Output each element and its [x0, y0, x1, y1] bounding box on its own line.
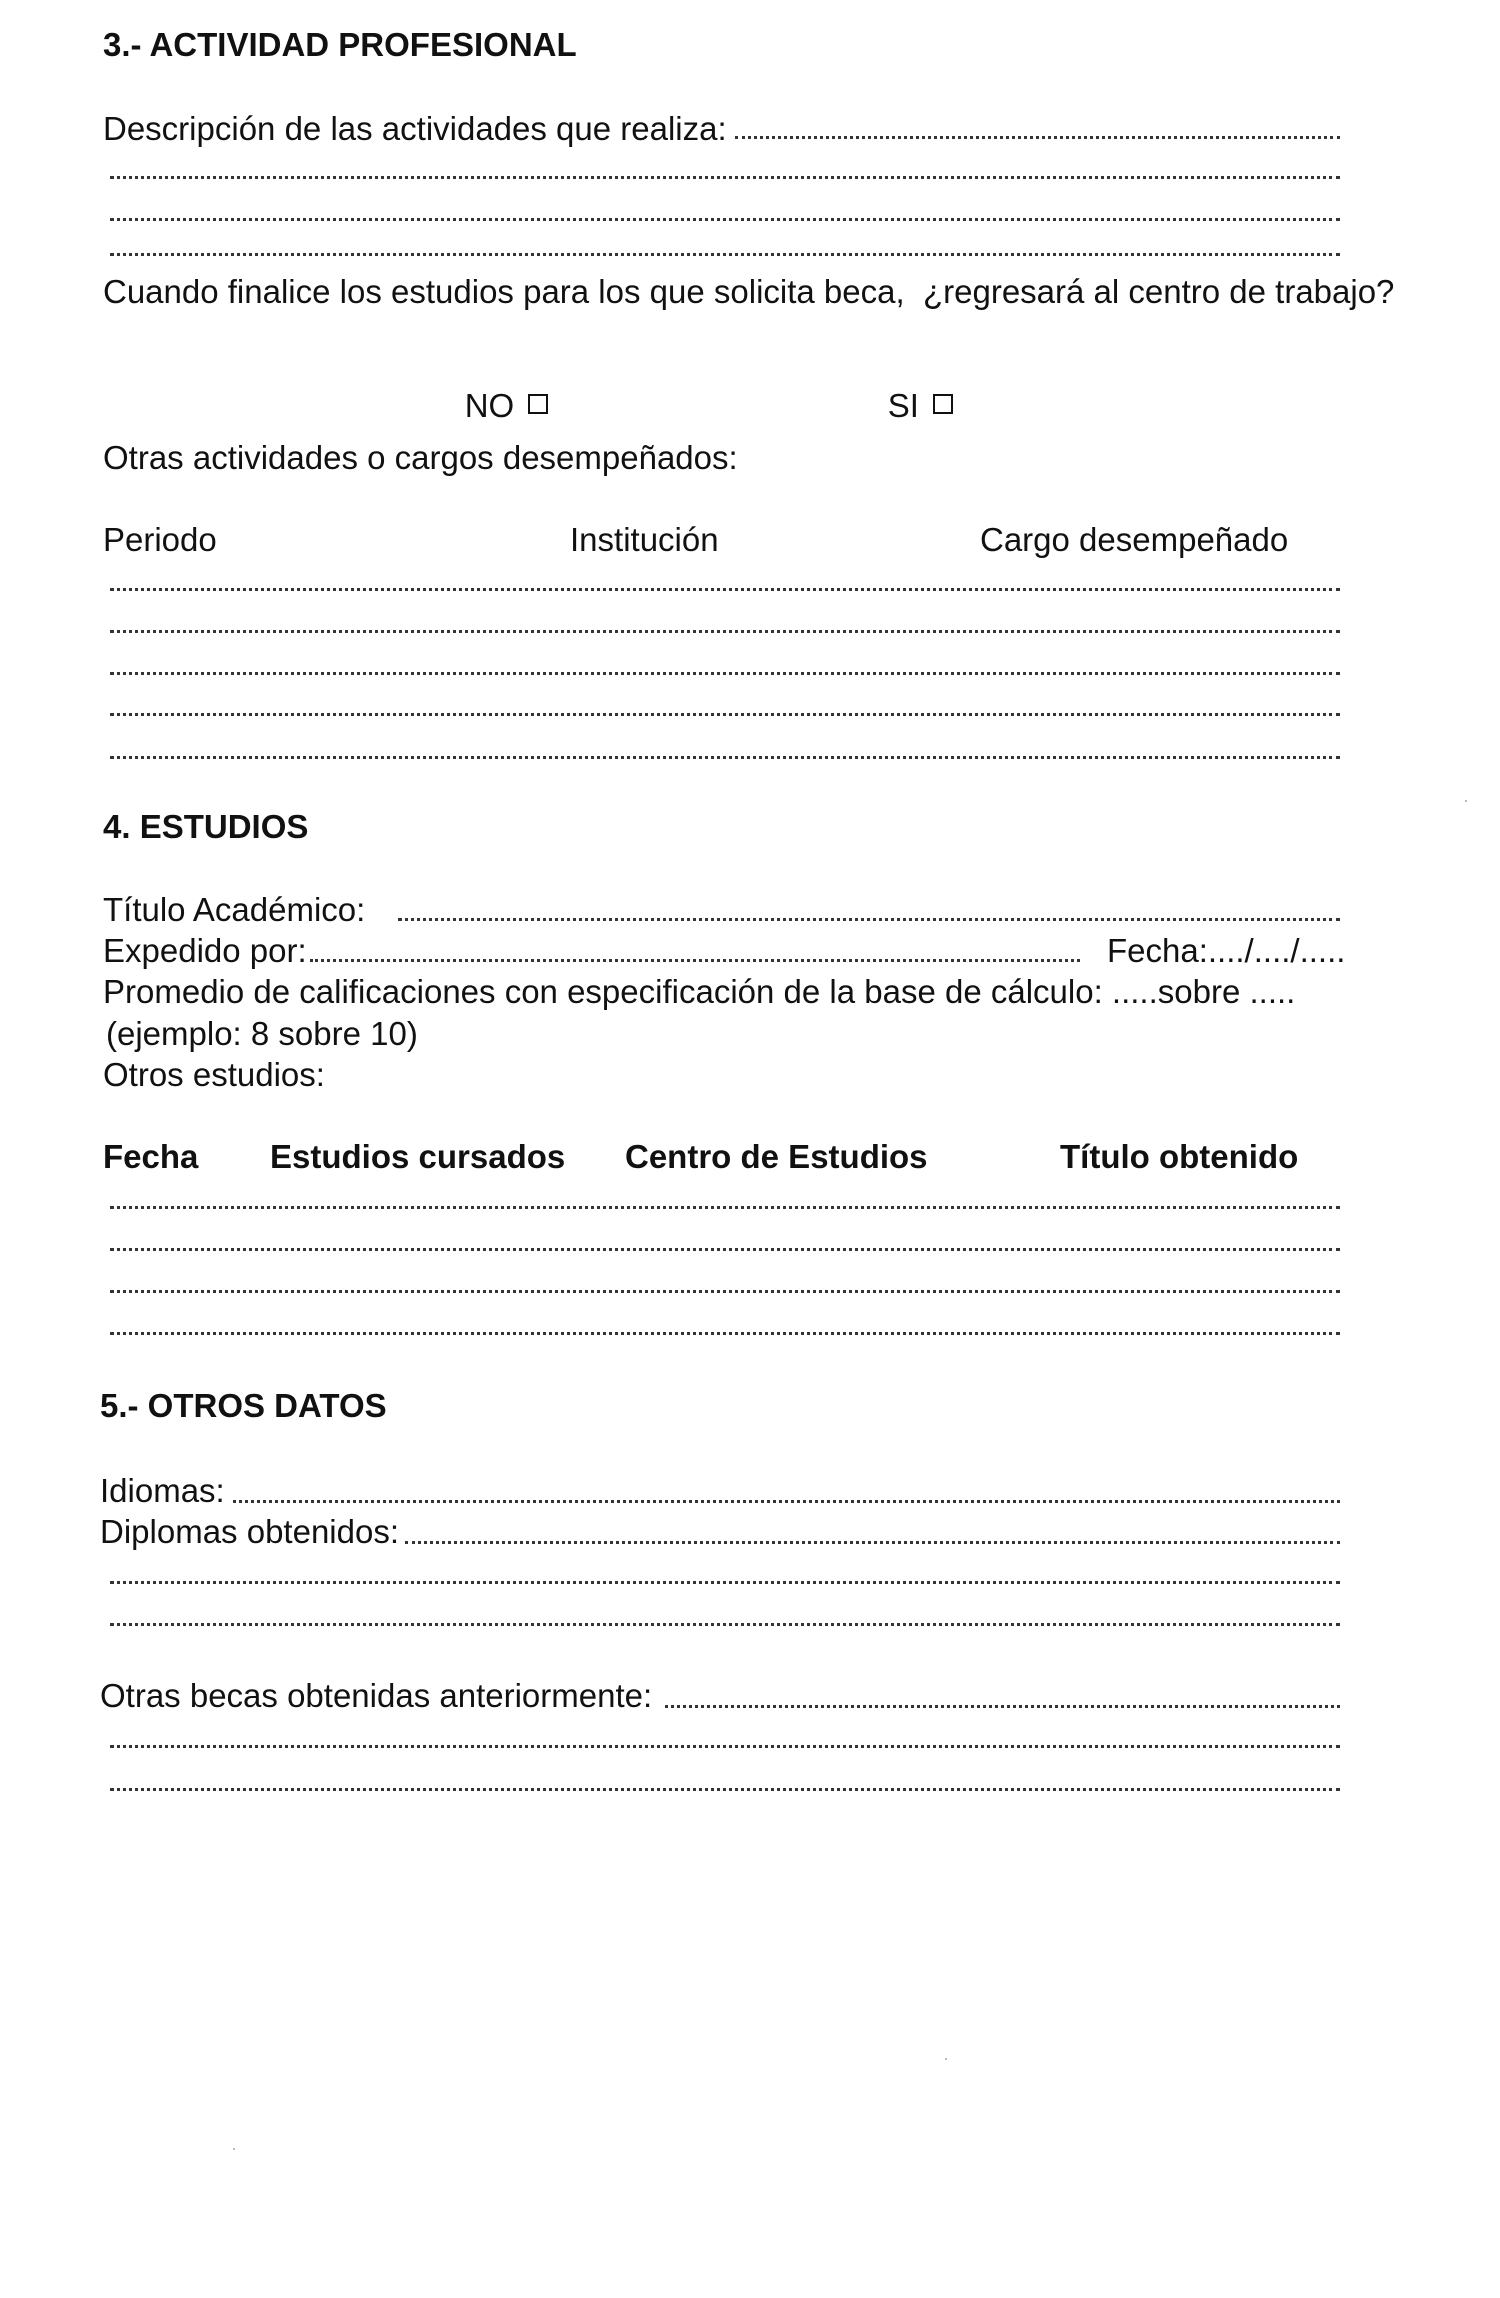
section-5-heading: 5.- OTROS DATOS: [100, 1387, 387, 1424]
activities-field-line-3[interactable]: [110, 218, 1340, 221]
other-activities-label: Otras actividades o cargos desempeñados:: [103, 439, 738, 476]
scholarships-field-line-1[interactable]: [665, 1705, 1340, 1708]
activities-field-line-4[interactable]: [110, 253, 1340, 256]
studies-line-3[interactable]: [110, 1290, 1340, 1293]
diplomas-field-line-1[interactable]: [405, 1541, 1340, 1544]
other-activities-line-2[interactable]: [110, 630, 1340, 633]
diplomas-field-line-2[interactable]: [110, 1581, 1340, 1584]
scholarships-field-line-3[interactable]: [110, 1788, 1340, 1791]
column-fecha: Fecha: [103, 1138, 199, 1175]
activities-field-line-1[interactable]: [735, 136, 1340, 139]
title-label: Título Académico:: [103, 891, 366, 928]
other-studies-label: Otros estudios:: [103, 1056, 325, 1093]
diplomas-field-line-3[interactable]: [110, 1623, 1340, 1626]
issued-label: Expedido por:: [103, 932, 307, 969]
studies-line-2[interactable]: [110, 1248, 1340, 1251]
si-option: [851, 356, 953, 455]
studies-line-1[interactable]: [110, 1206, 1340, 1209]
other-activities-line-1[interactable]: [110, 588, 1340, 591]
no-checkbox[interactable]: [528, 394, 548, 414]
return-question: Cuando finalice los estudios para los que solicita beca, ¿regresará al centro de trabajo?: [103, 273, 1395, 310]
si-label: SI: [887, 387, 919, 424]
studies-line-4[interactable]: [110, 1332, 1340, 1335]
column-estudios-cursados: Estudios cursados: [270, 1138, 566, 1175]
title-field[interactable]: [398, 918, 1340, 921]
scan-speck: [1465, 800, 1467, 802]
column-cargo: Cargo desempeñado: [980, 521, 1289, 558]
other-activities-line-4[interactable]: [110, 713, 1340, 716]
column-periodo: Periodo: [103, 521, 217, 558]
languages-label: Idiomas:: [100, 1472, 225, 1509]
languages-field[interactable]: [233, 1500, 1340, 1503]
column-titulo-obtenido: Título obtenido: [1060, 1138, 1299, 1175]
column-institucion: Institución: [570, 521, 719, 558]
activities-field-line-2[interactable]: [110, 176, 1340, 179]
scan-speck: [233, 2148, 235, 2150]
no-label: NO: [464, 387, 515, 424]
issued-field[interactable]: [310, 959, 1080, 962]
activities-label: Descripción de las actividades que realiza:: [103, 110, 727, 147]
si-checkbox[interactable]: [933, 394, 953, 414]
scholarships-label: Otras becas obtenidas anteriormente:: [100, 1677, 653, 1714]
section-4-heading: 4. ESTUDIOS: [103, 808, 309, 845]
column-centro-estudios: Centro de Estudios: [625, 1138, 928, 1175]
scan-speck: [945, 2058, 947, 2060]
other-activities-line-5[interactable]: [110, 756, 1340, 759]
example-label: (ejemplo: 8 sobre 10): [106, 1015, 418, 1052]
date-label[interactable]: Fecha:..../..../.....: [1107, 932, 1346, 969]
scholarships-field-line-2[interactable]: [110, 1745, 1340, 1748]
other-activities-line-3[interactable]: [110, 672, 1340, 675]
diplomas-label: Diplomas obtenidos:: [100, 1513, 399, 1550]
average-label[interactable]: Promedio de calificaciones con especificación de la base de cálculo: .....sobre .....: [103, 973, 1296, 1010]
section-3-heading: 3.- ACTIVIDAD PROFESIONAL: [103, 26, 577, 63]
